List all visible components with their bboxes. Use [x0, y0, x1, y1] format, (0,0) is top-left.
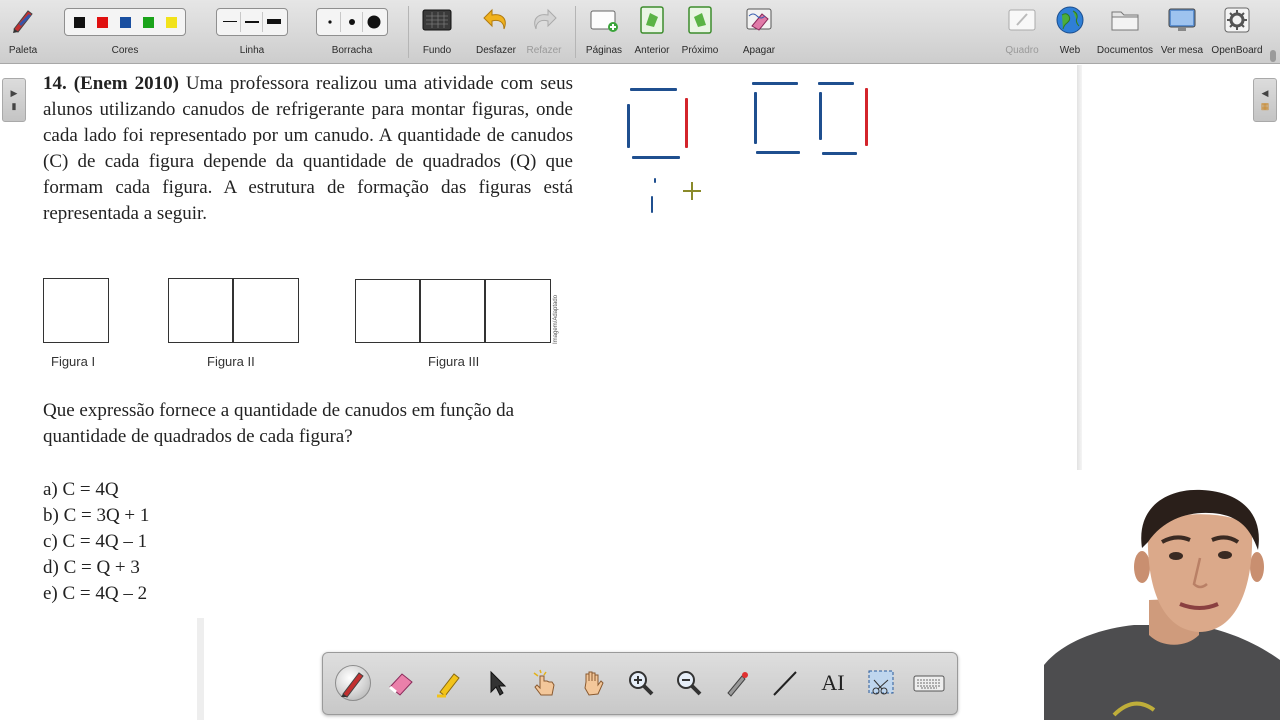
- color-black[interactable]: [69, 13, 89, 31]
- laser-pointer-tool[interactable]: [719, 665, 755, 701]
- stroke-blue-bottom-2: [822, 152, 857, 155]
- arrow-cursor-icon: [485, 669, 509, 697]
- figure-three-divider-1: [419, 280, 421, 342]
- previous-page-icon: [636, 4, 668, 36]
- redo-label: Refazer: [526, 45, 562, 56]
- toolbar-separator: [408, 6, 409, 58]
- background-button[interactable]: [418, 4, 456, 60]
- pages-button[interactable]: [584, 4, 624, 60]
- figure-label-2: Figura II: [207, 354, 255, 369]
- stroke-blue-short: [651, 196, 653, 213]
- stylus-toolbar: [322, 652, 958, 715]
- figure-label-1: Figura I: [51, 354, 96, 369]
- redo-button[interactable]: [524, 4, 564, 60]
- stroke-red-right-2: [865, 88, 868, 146]
- question-prompt: Que expressão fornece a quantidade de canudos em função da quantidade de quadrados de cada figura?: [43, 400, 515, 447]
- colors-group: [56, 4, 194, 60]
- pointer-cursor-icon: [683, 182, 701, 200]
- option-c: c) C = 4Q – 1: [43, 531, 148, 552]
- line-width-options: [216, 8, 288, 36]
- erase-page-button[interactable]: [738, 4, 780, 60]
- desktop-button[interactable]: [1160, 4, 1204, 60]
- pen-tool[interactable]: [335, 665, 371, 701]
- redo-icon: [528, 4, 560, 36]
- window-scroll-indicator: [1270, 50, 1276, 62]
- color-blue[interactable]: [115, 13, 135, 31]
- stroke-blue-bottom: [632, 156, 680, 159]
- image-credit: Imagem/Adaptado: [553, 294, 559, 344]
- right-panel-toggle[interactable]: [1253, 78, 1277, 122]
- documents-button[interactable]: [1096, 4, 1154, 60]
- hand-tool[interactable]: [575, 665, 611, 701]
- laser-pointer-icon: [722, 668, 752, 698]
- highlighter-tool[interactable]: [431, 665, 467, 701]
- board-label: Quadro: [1005, 45, 1039, 56]
- color-red[interactable]: [92, 13, 112, 31]
- line-thick[interactable]: [263, 12, 285, 32]
- line-label: Linha: [239, 45, 265, 56]
- pen-icon: [338, 668, 368, 698]
- color-green-chip: [143, 17, 154, 28]
- previous-label: Anterior: [634, 45, 670, 56]
- color-blue-chip: [120, 17, 131, 28]
- eraser-small[interactable]: [319, 12, 341, 32]
- virtual-keyboard-tool[interactable]: [911, 665, 947, 701]
- erase-label: Apagar: [742, 45, 776, 56]
- figure-label-3: Figura III: [428, 354, 480, 369]
- previous-page-button[interactable]: [632, 4, 672, 60]
- figure-two-squares: [168, 278, 299, 343]
- color-black-chip: [74, 17, 85, 28]
- palette-icon: [7, 4, 39, 36]
- openboard-label: OpenBoard: [1211, 45, 1263, 56]
- option-a: a) C = 4Q: [43, 479, 119, 500]
- color-red-chip: [97, 17, 108, 28]
- palette-button[interactable]: [4, 4, 42, 60]
- board-mode-button[interactable]: [1002, 4, 1042, 60]
- main-toolbar: [0, 0, 1280, 64]
- option-b: b) C = 3Q + 1: [43, 505, 150, 526]
- question-number: 14. (Enem 2010): [43, 73, 179, 94]
- stroke-blue-top-2: [818, 82, 854, 85]
- background-icon: [421, 4, 453, 36]
- undo-icon: [480, 4, 512, 36]
- documents-label: Documentos: [1096, 45, 1154, 56]
- color-yellow-chip: [166, 17, 177, 28]
- page-scroll-strip: [197, 618, 204, 720]
- option-e: e) C = 4Q – 2: [43, 583, 148, 604]
- presenter-portrait: [1044, 470, 1280, 720]
- figure-one-square: [43, 278, 109, 343]
- option-d: d) C = Q + 3: [43, 557, 140, 578]
- eraser-tool[interactable]: [383, 665, 419, 701]
- text-tool-icon: AI: [821, 670, 845, 695]
- eraser-medium[interactable]: [341, 12, 363, 32]
- expand-right-icon: ▶: [10, 88, 18, 98]
- zoom-in-tool[interactable]: [623, 665, 659, 701]
- pointing-hand-icon: [530, 668, 560, 698]
- line-tool[interactable]: [767, 665, 803, 701]
- web-label: Web: [1059, 45, 1081, 56]
- eraser-icon: [386, 668, 416, 698]
- page-thumbnail-icon: ▮: [11, 101, 17, 111]
- stroke-blue-left-1: [754, 92, 757, 144]
- color-yellow[interactable]: [161, 13, 181, 31]
- selector-tool[interactable]: [479, 665, 515, 701]
- color-swatches: [64, 8, 186, 36]
- keyboard-icon: [913, 672, 945, 694]
- undo-label: Desfazer: [475, 45, 516, 56]
- zoom-out-tool[interactable]: [671, 665, 707, 701]
- interact-tool[interactable]: [527, 665, 563, 701]
- presenter-webcam: [1044, 470, 1280, 720]
- eraser-label: Borracha: [331, 45, 373, 56]
- line-medium[interactable]: [241, 12, 263, 32]
- web-mode-button[interactable]: [1050, 4, 1090, 60]
- line-width-group: [210, 4, 294, 60]
- monitor-icon: [1166, 4, 1198, 36]
- figure-three-squares: [355, 279, 551, 343]
- library-icon: ▦: [1260, 101, 1270, 111]
- openboard-menu-button[interactable]: [1210, 4, 1264, 60]
- next-label: Próximo: [681, 45, 719, 56]
- gear-icon: [1221, 4, 1253, 36]
- pages-label: Páginas: [585, 45, 623, 56]
- text-tool[interactable]: [815, 665, 851, 701]
- board-icon: [1006, 4, 1038, 36]
- toolbar-separator: [575, 6, 576, 58]
- stroke-blue-left: [627, 104, 630, 148]
- next-page-button[interactable]: [678, 4, 722, 60]
- zoom-in-icon: [626, 668, 656, 698]
- palette-label: Paleta: [8, 45, 38, 56]
- colors-label: Cores: [111, 45, 139, 56]
- eraser-large[interactable]: [363, 12, 385, 32]
- highlighter-icon: [434, 668, 464, 698]
- expand-left-icon: ◀: [1261, 88, 1269, 98]
- question-body: Uma professora realizou uma atividade com seus alunos utilizando canudos de refrigerante para montar figuras, onde cada lado foi representado por um canudo. A quantidade de canudos (C) de cada figura depende da quantidade de quadrados (Q) que formam cada figura. A estrutura de formação das figuras está representada a seguir.: [43, 73, 573, 224]
- capture-tool[interactable]: [863, 665, 899, 701]
- hand-icon: [578, 668, 608, 698]
- left-panel-toggle[interactable]: [2, 78, 26, 122]
- stroke-blue-top: [630, 88, 677, 91]
- stroke-blue-top-1: [752, 82, 798, 85]
- figure-two-divider: [232, 279, 234, 342]
- stroke-blue-bottom-1: [756, 151, 800, 154]
- desktop-label: Ver mesa: [1160, 45, 1204, 56]
- next-page-icon: [684, 4, 716, 36]
- color-green[interactable]: [138, 13, 158, 31]
- erase-page-icon: [743, 4, 775, 36]
- figure-three-divider-2: [484, 280, 486, 342]
- zoom-out-icon: [674, 668, 704, 698]
- line-thin[interactable]: [219, 12, 241, 32]
- eraser-size-group: [310, 4, 394, 60]
- line-icon: [770, 668, 800, 698]
- eraser-size-options: [316, 8, 388, 36]
- undo-button[interactable]: [474, 4, 518, 60]
- background-label: Fundo: [422, 45, 452, 56]
- stroke-red-right: [685, 98, 688, 148]
- add-page-icon: [588, 4, 620, 36]
- stroke-blue-left-2: [819, 92, 822, 140]
- question-statement: [43, 71, 573, 227]
- folder-icon: [1109, 4, 1141, 36]
- stroke-blue-dot: [654, 178, 656, 183]
- globe-icon: [1054, 4, 1086, 36]
- capture-icon: [866, 668, 896, 698]
